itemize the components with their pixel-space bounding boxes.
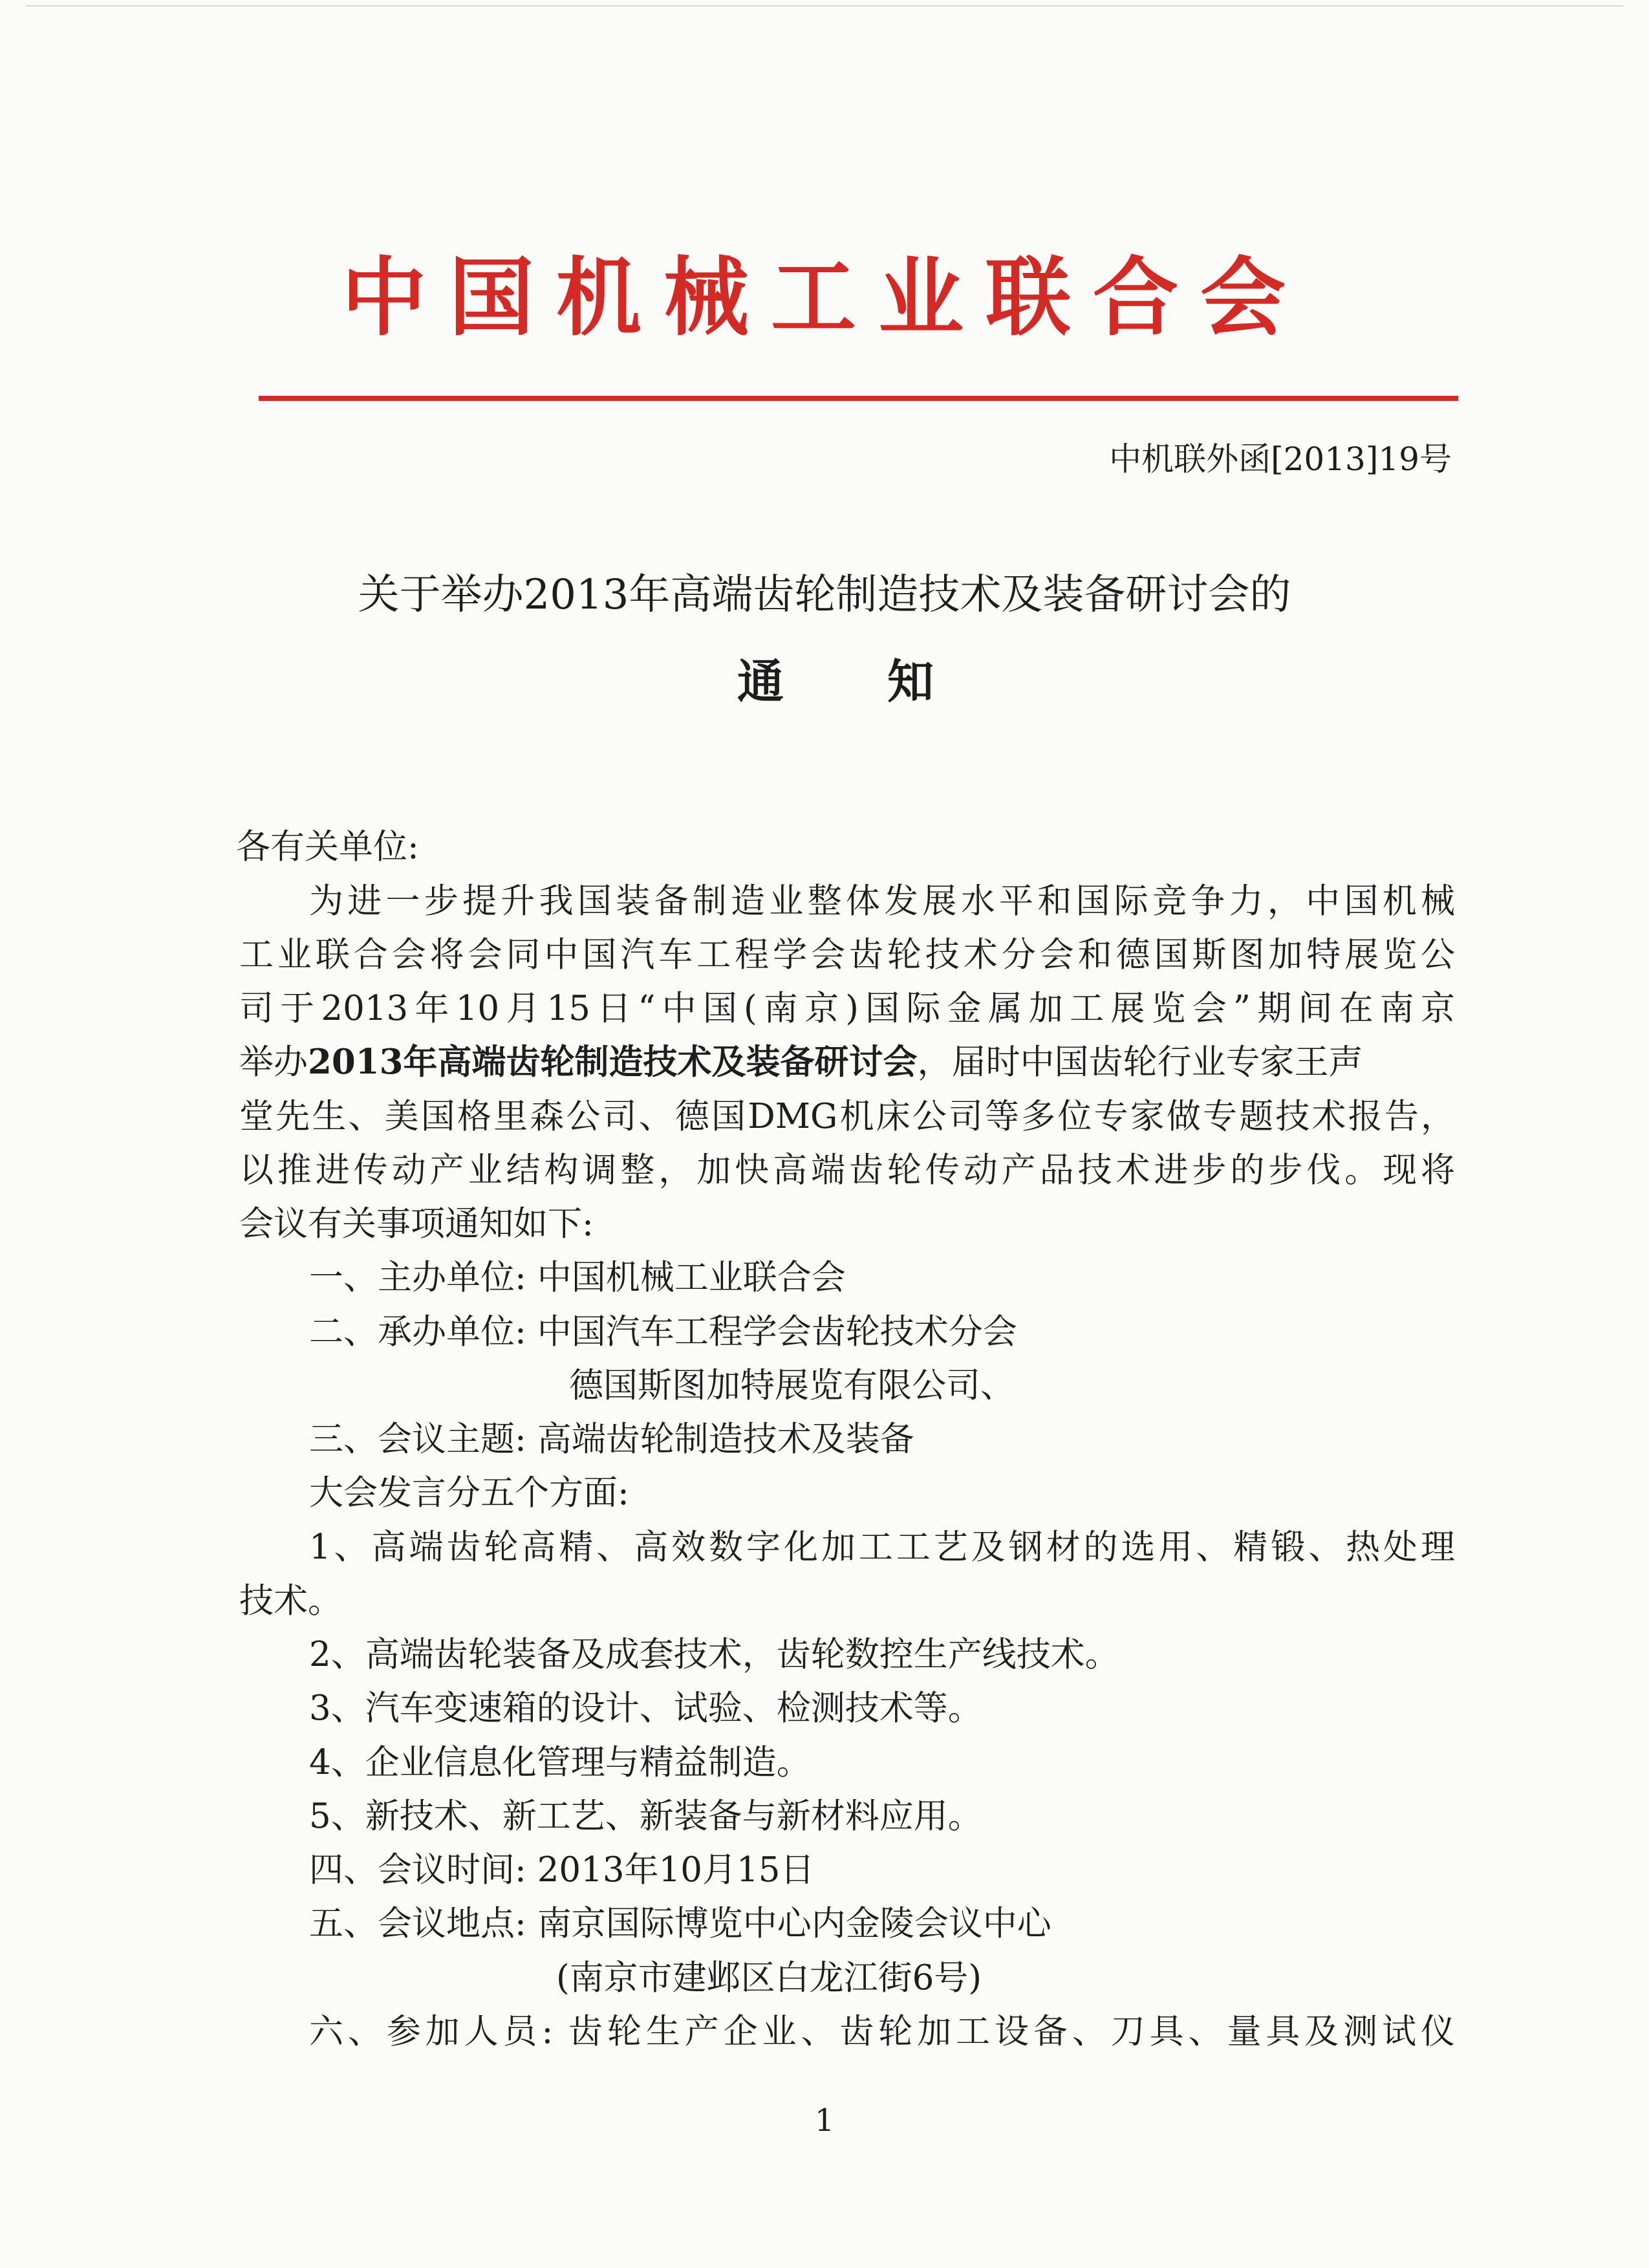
item-co-organizer-cont: 德国斯图加特展览有限公司、 bbox=[569, 1366, 1015, 1405]
intro-line: 堂先生、美国格里森公司、德国DMG机床公司等多位专家做专题技术报告， bbox=[239, 1097, 1455, 1136]
intro-text: 举办 bbox=[239, 1042, 308, 1082]
item-time: 四、会议时间: 2013年10月15日 bbox=[309, 1850, 815, 1890]
item-theme: 三、会议主题: 高端齿轮制造技术及装备 bbox=[309, 1420, 914, 1459]
document-title-notice: 通知 bbox=[737, 654, 1038, 709]
intro-line: 会议有关事项通知如下: bbox=[239, 1204, 594, 1244]
item-organizer: 一、主办单位: 中国机械工业联合会 bbox=[309, 1258, 846, 1297]
seminar-name: 2013年高端齿轮制造技术及装备研讨会 bbox=[308, 1042, 918, 1082]
letterhead-red-rule bbox=[259, 396, 1458, 401]
aspect-item: 3、汽车变速箱的设计、试验、检测技术等。 bbox=[309, 1689, 982, 1728]
letterhead-org-name: 中国机械工业联合会 bbox=[341, 248, 1308, 348]
intro-line: 司于2013年10月15日“中国(南京)国际金属加工展览会”期间在南京 bbox=[239, 989, 1455, 1028]
aspect-item: 5、新技术、新工艺、新装备与新材料应用。 bbox=[309, 1797, 982, 1836]
scan-edge bbox=[26, 5, 1623, 6]
aspect-item: 2、高端齿轮装备及成套技术，齿轮数控生产线技术。 bbox=[309, 1635, 1119, 1674]
aspects-intro: 大会发言分五个方面: bbox=[309, 1473, 629, 1513]
item-venue-cont: (南京市建邺区白龙江街6号) bbox=[556, 1958, 982, 1998]
aspect-item: 4、企业信息化管理与精益制造。 bbox=[309, 1743, 811, 1782]
intro-line: 为进一步提升我国装备制造业整体发展水平和国际竞争力，中国机械 bbox=[309, 881, 1455, 921]
document-number: 中机联外函[2013]19号 bbox=[1109, 440, 1452, 478]
intro-line: 工业联合会将会同中国汽车工程学会齿轮技术分会和德国斯图加特展览公 bbox=[239, 935, 1455, 975]
document-title: 关于举办2013年高端齿轮制造技术及装备研讨会的 bbox=[358, 571, 1291, 619]
aspect-item-cont: 技术。 bbox=[239, 1581, 342, 1621]
page-number: 1 bbox=[814, 2102, 835, 2139]
intro-line bbox=[239, 1042, 1455, 1082]
intro-text: ，届时中国齿轮行业专家王声 bbox=[917, 1042, 1363, 1082]
item-venue: 五、会议地点: 南京国际博览中心内金陵会议中心 bbox=[309, 1904, 1051, 1943]
item-co-organizer: 二、承办单位: 中国汽车工程学会齿轮技术分会 bbox=[309, 1312, 1017, 1352]
item-participants: 六、参加人员: 齿轮生产企业、齿轮加工设备、刀具、量具及测试仪 bbox=[309, 2012, 1455, 2051]
intro-line: 以推进传动产业结构调整，加快高端齿轮传动产品技术进步的步伐。现将 bbox=[239, 1150, 1455, 1190]
salutation: 各有关单位: bbox=[236, 827, 419, 867]
aspect-item: 1、高端齿轮高精、高效数字化加工工艺及钢材的选用、精锻、热处理 bbox=[309, 1528, 1455, 1567]
